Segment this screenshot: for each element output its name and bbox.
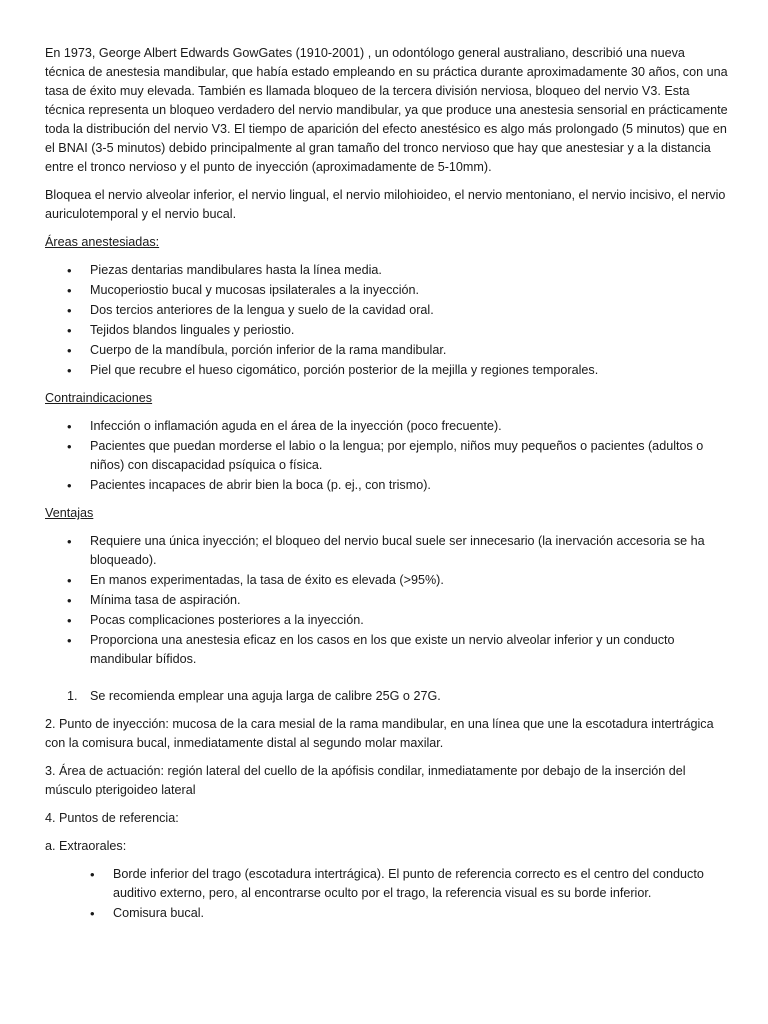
list-item-text: Dos tercios anteriores de la lengua y suelo de la cavidad oral.: [90, 303, 434, 317]
advantages-heading: Ventajas: [45, 506, 94, 520]
list-item-text: Tejidos blandos linguales y periostio.: [90, 323, 295, 337]
list-item: [45, 281, 728, 300]
step-2: 2. Punto de inyección: mucosa de la cara mesial de la rama mandibular, en una línea que une la escotadura intertrágica con la comisura bucal, inmediatamente distal al segundo molar maxilar.: [45, 717, 714, 750]
bullet-icon: •: [67, 613, 72, 628]
bullet-icon: •: [67, 439, 72, 454]
list-item-text: Pocas complicaciones posteriores a la inyección.: [90, 613, 364, 627]
list-item: [45, 437, 728, 475]
list-item: [45, 611, 728, 630]
step-3: 3. Área de actuación: región lateral del cuello de la apófisis condilar, inmediatamente por debajo de la inserción del músculo pterigoideo lateral: [45, 764, 686, 797]
list-item: [45, 571, 728, 590]
areas-heading: Áreas anestesiadas:: [45, 235, 160, 249]
list-item: [45, 904, 728, 923]
bullet-icon: •: [67, 478, 72, 493]
bullet-icon: •: [67, 263, 72, 278]
list-item-text: Proporciona una anestesia eficaz en los casos en los que existe un nervio alveolar inferior y un conducto mandibular bífidos.: [90, 633, 675, 666]
contraindications-list: [45, 417, 728, 495]
list-item-text: Pacientes que puedan morderse el labio o la lengua; por ejemplo, niños muy pequeños o pacientes (adultos o niños) con discapacidad psíquica o física.: [90, 439, 704, 472]
list-item-text: Borde inferior del trago (escotadura intertrágica). El punto de referencia correcto es el centro del conducto auditivo externo, pero, al encontrarse oculto por el trago, la referencia visual es su borde inferior.: [113, 867, 704, 900]
bullet-icon: •: [67, 633, 72, 648]
step-4: 4. Puntos de referencia:: [45, 811, 179, 825]
contraindications-heading: Contraindicaciones: [45, 391, 153, 405]
list-item-text: Infección o inflamación aguda en el área de la inyección (poco frecuente).: [90, 419, 502, 433]
intro-paragraph-1: En 1973, George Albert Edwards GowGates (1910-2001) , un odontólogo general australiano, describió una nueva técnica de anestesia mandibular, que había estado empleando en su práctica durante aproximadamente 30 años, con una tasa de éxito muy elevada. También es llamada bloqueo de la tercera división nerviosa, bloqueo del nervio V3. Esta técnica representa un bloqueo verdadero del nervio mandibular, ya que produce una anestesia sensorial en prácticamente toda la distribución del nervio V3. El tiempo de aparición del efecto anestésico es algo más prolongado (5 minutos) que en el BNAI (3-5 minutos) debido principalmente al gran tamaño del tronco nervioso que hay que anestesiar y a la distancia entre el tronco nervioso y el punto de inyección (aproximadamente de 5-10mm).: [45, 46, 728, 174]
list-item-text: Comisura bucal.: [113, 906, 204, 920]
bullet-icon: •: [67, 534, 72, 549]
bullet-icon: •: [67, 303, 72, 318]
step-4a: a. Extraorales:: [45, 839, 127, 853]
bullet-icon: •: [67, 283, 72, 298]
list-item: [45, 865, 728, 903]
step-1: [45, 687, 728, 706]
list-item-text: Requiere una única inyección; el bloqueo del nervio bucal suele ser innecesario (la inervación accesoria se ha bloqueado).: [90, 534, 705, 567]
list-item-text: Mínima tasa de aspiración.: [90, 593, 241, 607]
list-item-text: Piezas dentarias mandibulares hasta la línea media.: [90, 263, 382, 277]
list-item-text: Piel que recubre el hueso cigomático, porción posterior de la mejilla y regiones temporales.: [90, 363, 599, 377]
step-1-text: Se recomienda emplear una aguja larga de calibre 25G o 27G.: [90, 689, 441, 703]
bullet-icon: •: [67, 573, 72, 588]
list-item: [45, 341, 728, 360]
list-item: [45, 321, 728, 340]
step-1-number: 1.: [67, 689, 78, 703]
list-item: [45, 417, 728, 436]
list-item-text: Pacientes incapaces de abrir bien la boca (p. ej., con trismo).: [90, 478, 431, 492]
list-item: [45, 631, 728, 669]
bullet-icon: •: [67, 593, 72, 608]
bullet-icon: •: [67, 323, 72, 338]
list-item-text: Cuerpo de la mandíbula, porción inferior de la rama mandibular.: [90, 343, 447, 357]
intro-paragraph-2: Bloquea el nervio alveolar inferior, el nervio lingual, el nervio milohioideo, el nervio mentoniano, el nervio incisivo, el nervio auriculotemporal y el nervio bucal.: [45, 188, 726, 221]
list-item-text: En manos experimentadas, la tasa de éxito es elevada (>95%).: [90, 573, 444, 587]
bullet-icon: •: [67, 363, 72, 378]
list-item: [45, 591, 728, 610]
extraoral-list: [45, 865, 728, 923]
areas-list: [45, 261, 728, 380]
advantages-list: [45, 532, 728, 669]
list-item: [45, 476, 728, 495]
bullet-icon: •: [67, 343, 72, 358]
list-item: [45, 261, 728, 280]
bullet-icon: •: [90, 906, 95, 921]
list-item: [45, 301, 728, 320]
list-item: [45, 532, 728, 570]
list-item-text: Mucoperiostio bucal y mucosas ipsilaterales a la inyección.: [90, 283, 419, 297]
list-item: [45, 361, 728, 380]
bullet-icon: •: [90, 867, 95, 882]
bullet-icon: •: [67, 419, 72, 434]
